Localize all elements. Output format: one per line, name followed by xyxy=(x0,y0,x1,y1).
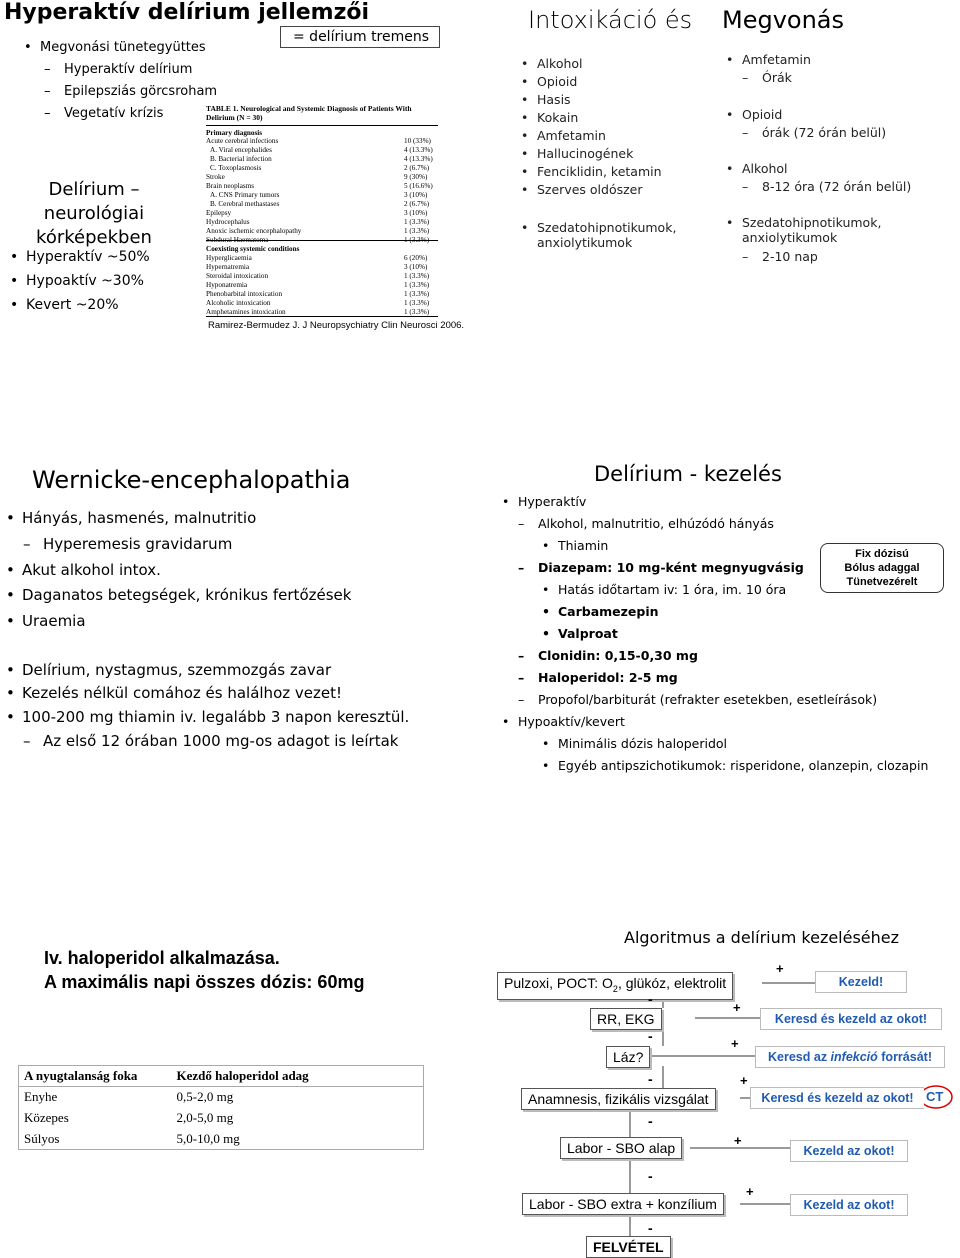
slide2-title-right: Megvonás xyxy=(722,6,845,34)
table-cell: Hyponatremia xyxy=(206,281,248,289)
table-cell: Enyhe xyxy=(19,1087,172,1108)
slide1-title: Hyperaktív delírium jellemzői xyxy=(4,0,370,25)
action-text: forrását! xyxy=(877,1050,932,1064)
list-item: • Thiamin xyxy=(558,538,608,553)
table-cell: 2 (6.7%) xyxy=(404,164,430,172)
list-item: • Delírium, nystagmus, szemmozgás zavar xyxy=(22,661,331,679)
table-cell: 2 (6.7%) xyxy=(404,200,430,208)
table-row xyxy=(206,254,438,262)
list-item: • Hányás, hasmenés, malnutritio xyxy=(22,509,256,527)
list-item: • Opioid xyxy=(742,107,782,122)
list-item: • Uraemia xyxy=(22,612,86,630)
table-row xyxy=(206,227,438,235)
flow-step-felvetel: FELVÉTEL xyxy=(586,1236,671,1258)
table-cell: 3 (10%) xyxy=(404,209,428,217)
list-item: – Hyperaktív delírium xyxy=(64,62,192,77)
list-item: • Minimális dózis haloperidol xyxy=(558,736,727,751)
list-item: • Kokain xyxy=(537,110,578,125)
table-header: Kezdő haloperidol adag xyxy=(172,1066,424,1087)
slide6-title: Algoritmus a delírium kezeléséhez xyxy=(624,928,900,947)
list-item: • Daganatos betegségek, krónikus fertőzések xyxy=(22,586,351,604)
table-cell: Közepes xyxy=(19,1108,172,1129)
table-cell: A. Viral encephalides xyxy=(210,146,272,154)
table-cell: B. Bacterial infection xyxy=(210,155,272,163)
list-item: • Kevert ~20% xyxy=(26,297,119,313)
table-cell: 10 (33%) xyxy=(404,137,431,145)
table-cell: Amphetamines intoxication xyxy=(206,308,286,316)
list-item: • Megvonási tünetegyüttes xyxy=(40,40,206,55)
table-cell: 4 (13.3%) xyxy=(404,155,433,163)
slide4-title: Delírium - kezelés xyxy=(594,462,782,486)
table-cell: 1 (3.3%) xyxy=(404,227,430,235)
flow-step-labor-extra: Labor - SBO extra + konzílium xyxy=(522,1193,724,1215)
list-subitem: – órák (72 órán belül) xyxy=(762,125,886,140)
flow-step-anamnesis: Anamnesis, fizikális vizsgálat xyxy=(521,1088,716,1110)
table-row xyxy=(206,146,438,154)
plus-sign: + xyxy=(734,1133,742,1148)
table-cell: 1 (3.3%) xyxy=(404,236,430,244)
table-row xyxy=(206,263,438,271)
list-item: • Fenciklidin, ketamin xyxy=(537,164,662,179)
table-row xyxy=(206,137,438,145)
slide5-title: Iv. haloperidol alkalmazása. xyxy=(44,948,280,968)
flow-action-kezeld-okot-2: Kezeld az okot! xyxy=(790,1194,908,1216)
table-cell: Hydrocephalus xyxy=(206,218,250,226)
slide1-subtitle: Delírium – neurológiai kórképekben xyxy=(36,179,152,248)
table-cell: Súlyos xyxy=(19,1129,172,1150)
table-row xyxy=(206,182,438,190)
table-header: A nyugtalanság foka xyxy=(19,1066,172,1087)
table-section: Coexisting systemic conditions xyxy=(206,245,300,253)
table-title: TABLE 1. Neurological and Systemic Diagnosis of Patients With xyxy=(206,104,412,113)
table-row xyxy=(206,209,438,217)
table-row xyxy=(206,155,438,163)
flow-step-laz: Láz? xyxy=(606,1046,650,1068)
table-cell: 1 (3.3%) xyxy=(404,308,430,316)
delirium-tremens-box: = delírium tremens xyxy=(280,26,440,48)
dosing-callout xyxy=(820,543,944,593)
table-cell: Brain neoplasms xyxy=(206,182,255,190)
dose-table xyxy=(18,1065,424,1150)
plus-sign: + xyxy=(740,1073,748,1088)
list-subitem: – Clonidin: 0,15-0,30 mg xyxy=(538,648,698,663)
list-item: • Hallucinogének xyxy=(537,146,633,161)
table-cell: 1 (3.3%) xyxy=(404,299,430,307)
table-citation: Ramirez-Bermudez J. J Neuropsychiatry Clin Neurosci 2006. xyxy=(208,320,465,331)
list-item: • 100-200 mg thiamin iv. legalább 3 napon keresztül. xyxy=(22,708,409,726)
table-cell: 3 (10%) xyxy=(404,191,428,199)
flow-action-kezeld-okot: Kezeld az okot! xyxy=(790,1140,908,1162)
flow-action-keresd: Keresd és kezeld az okot! xyxy=(760,1008,942,1030)
flow-step-pulzoxi xyxy=(497,972,733,1000)
table-cell: Hyperglicaemia xyxy=(206,254,252,262)
table-cell: 6 (20%) xyxy=(404,254,428,262)
table-row xyxy=(206,173,438,181)
table-cell: 5,0-10,0 mg xyxy=(172,1129,424,1150)
table-cell: Stroke xyxy=(206,173,225,181)
minus-sign: - xyxy=(648,1113,653,1129)
list-item: • Alkohol xyxy=(742,161,788,176)
list-item: • Hyperaktív ~50% xyxy=(26,249,150,265)
flow-step-rr-ekg: RR, EKG xyxy=(590,1008,662,1030)
table-cell: Anoxic ischemic encephalopathy xyxy=(206,227,302,235)
list-item: • Egyéb antipszichotikumok: risperidone, olanzepin, clozapin xyxy=(558,758,928,773)
slide3-title: Wernicke-encephalopathia xyxy=(32,466,351,494)
list-item: • Szerves oldószer xyxy=(537,182,643,197)
minus-sign: - xyxy=(648,1071,653,1087)
list-subitem: – Propofol/barbiturát (refrakter esetekben, esetleírások) xyxy=(538,692,877,707)
table-row xyxy=(19,1087,424,1108)
table-row xyxy=(206,218,438,226)
table-cell: Phenobarbital intoxication xyxy=(206,290,283,298)
minus-sign: - xyxy=(648,1028,653,1044)
table-cell: 1 (3.3%) xyxy=(404,272,430,280)
table-cell: 5 (16.6%) xyxy=(404,182,433,190)
table-row xyxy=(206,272,438,280)
list-item: • Hyperaktív xyxy=(518,494,586,509)
action-text: Keresd az xyxy=(768,1050,831,1064)
list-subitem: – 2-10 nap xyxy=(762,249,818,264)
table-cell: B. Cerebral methastases xyxy=(210,200,280,208)
callout-line: Tünetvezérelt xyxy=(846,576,918,588)
list-subitem: – Diazepam: 10 mg-ként megnyugvásig xyxy=(538,560,804,575)
list-item: • Hatás időtartam iv: 1 óra, im. 10 óra xyxy=(558,582,786,597)
list-item: • Kezelés nélkül comához és halálhoz vezet! xyxy=(22,684,342,702)
list-item: • Amfetamin xyxy=(742,52,811,67)
list-item: • Szedatohipnotikumok, anxiolytikumok xyxy=(537,220,687,250)
table-cell: 0,5-2,0 mg xyxy=(172,1087,424,1108)
table-row xyxy=(206,281,438,289)
list-item: • Alkohol xyxy=(537,56,583,71)
list-item: • Carbamezepin xyxy=(558,604,659,619)
table-cell: C. Toxoplasmosis xyxy=(210,164,262,172)
table-cell: 1 (3.3%) xyxy=(404,290,430,298)
callout-line: Fix dózisú xyxy=(855,548,909,560)
list-item: • Szedatohipnotikumok, anxiolytikumok xyxy=(742,215,912,245)
minus-sign: - xyxy=(648,1168,653,1184)
plus-sign: + xyxy=(733,1000,741,1015)
step-label: , glükóz, elektrolit xyxy=(617,975,727,991)
list-item: • Opioid xyxy=(537,74,577,89)
list-item: • Hypoaktív/kevert xyxy=(518,714,625,729)
table-cell: Steroidal intoxication xyxy=(206,272,269,280)
table-row xyxy=(206,290,438,298)
flow-action-infekcio xyxy=(755,1046,945,1068)
minus-sign: - xyxy=(648,991,653,1007)
table-row xyxy=(206,299,438,307)
table-row xyxy=(19,1129,424,1150)
table-row xyxy=(206,164,438,172)
table-cell: 4 (13.3%) xyxy=(404,146,433,154)
plus-sign: + xyxy=(776,961,784,976)
table-cell: Subdural Haematoma xyxy=(206,236,269,244)
table-cell: Acute cerebral infections xyxy=(206,137,279,145)
table-cell: 2,0-5,0 mg xyxy=(172,1108,424,1129)
list-subitem: – Alkohol, malnutritio, elhúzódó hányás xyxy=(538,516,774,531)
list-item: • Hypoaktív ~30% xyxy=(26,273,144,289)
action-text-em: infekció xyxy=(830,1050,878,1064)
table-row xyxy=(206,308,438,316)
list-item: • Akut alkohol intox. xyxy=(22,561,161,579)
table-cell: A. CNS Primary tumors xyxy=(210,191,280,199)
list-item: • Valproat xyxy=(558,626,618,641)
table-row xyxy=(206,191,438,199)
list-subitem: – 8-12 óra (72 órán belül) xyxy=(762,179,911,194)
list-item: • Hasis xyxy=(537,92,571,107)
list-item: • Amfetamin xyxy=(537,128,606,143)
table-cell: 1 (3.3%) xyxy=(404,281,430,289)
step-label-sub: 2 xyxy=(612,983,618,994)
callout-line: Bólus adaggal xyxy=(844,562,920,574)
list-subitem: – Haloperidol: 2-5 mg xyxy=(538,670,678,685)
list-item: – Vegetatív krízis xyxy=(64,106,163,121)
list-subitem: – Órák xyxy=(762,70,792,85)
plus-sign: + xyxy=(731,1036,739,1051)
table-row xyxy=(19,1108,424,1129)
flow-step-labor-alap: Labor - SBO alap xyxy=(560,1137,682,1159)
table-cell: Alcoholic intoxication xyxy=(206,299,271,307)
table-cell: 9 (30%) xyxy=(404,173,428,181)
flow-action-keresd-2: Keresd és kezeld az okot! xyxy=(750,1087,924,1109)
table-cell: 1 (3.3%) xyxy=(404,218,430,226)
table-title: Delirium (N = 30) xyxy=(206,113,263,122)
slide2-title-left: Intoxikáció és xyxy=(528,6,693,34)
slide5-subtitle: A maximális napi összes dózis: 60mg xyxy=(44,972,365,992)
step-label: Pulzoxi, POCT: O xyxy=(504,975,613,991)
flow-action-kezeld: Kezeld! xyxy=(815,971,907,993)
table-row xyxy=(206,200,438,208)
table-section: Primary diagnosis xyxy=(206,129,263,137)
diagnosis-table xyxy=(206,105,446,320)
table-cell: Hypernatremia xyxy=(206,263,250,271)
table-cell: Epilepsy xyxy=(206,209,232,217)
list-item: – Epilepsziás görcsroham xyxy=(64,84,217,99)
list-subitem: – Az első 12 órában 1000 mg-os adagot is leírtak xyxy=(43,732,398,750)
ct-label: CT xyxy=(926,1089,944,1104)
plus-sign: + xyxy=(746,1184,754,1199)
table-header-row xyxy=(19,1066,424,1087)
list-subitem: – Hyperemesis gravidarum xyxy=(43,535,232,553)
table-cell: 3 (10%) xyxy=(404,263,428,271)
minus-sign: - xyxy=(648,1220,653,1236)
